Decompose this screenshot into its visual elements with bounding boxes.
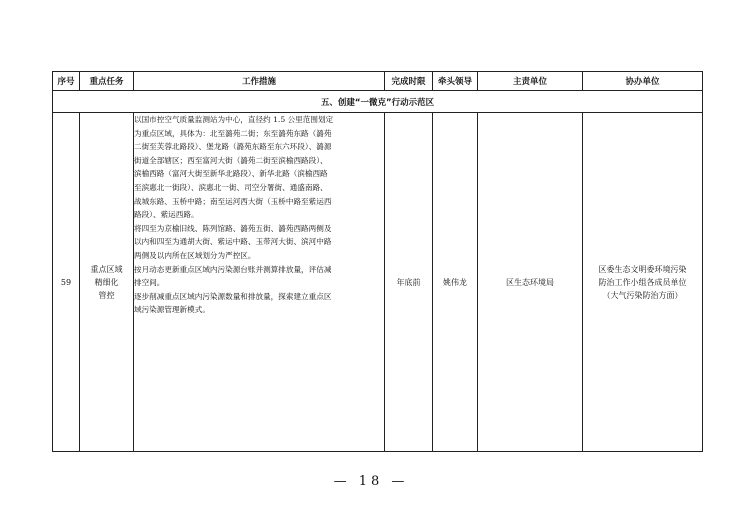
header-row: [53, 72, 703, 91]
page-number: — 18 —: [333, 474, 409, 489]
measure-line: 两侧及以内所在区域划分为严控区。: [134, 250, 256, 260]
task-line: 重点区域: [90, 264, 123, 274]
table-row: [53, 113, 703, 452]
measure-line: 至滨惠北一街段）、滨惠北一街、司空分署街、通盛南路、: [134, 182, 328, 192]
row-leader: 姚伟龙: [433, 113, 478, 452]
task-line: 精细化: [94, 277, 119, 287]
measure-line: 为重点区域，具体为：北至潞苑二街；东至潞苑东路（潞苑: [134, 128, 332, 138]
header-measures: 工作措施: [134, 72, 385, 91]
measure-line: 域污染源管理新模式。: [134, 305, 210, 315]
measure-line: 逐步削减重点区域内污染源数量和排放量，探索建立重点区: [134, 291, 332, 301]
section-row: [53, 91, 703, 113]
measure-line: 街道全部辖区；西至富河大街（潞苑二街至滨榆西路段）、: [134, 155, 328, 165]
measure-line: 二街至芙蓉北路段）、堡龙路（潞苑东路至东六环段）、潞源: [134, 142, 332, 152]
row-deadline: 年底前: [385, 113, 433, 452]
measure-line: 战城东路、玉桥中路；南至运河西大街（玉桥中路至紫运西: [134, 196, 332, 206]
measure-line: 排空间。: [134, 278, 165, 288]
measure-line: 按月动态更新重点区域内污染源台账并测算排放量，评估减: [134, 264, 332, 274]
row-seq: 59: [53, 113, 80, 452]
coop-line: 防治工作小组各成员单位: [598, 277, 687, 287]
header-coop-unit: 协办单位: [583, 72, 703, 91]
measure-line: 以内和四至为通胡大街、紫运中路、玉带河大街、滨河中路: [134, 237, 332, 247]
row-coop-unit: [583, 113, 703, 452]
row-measures: [134, 113, 385, 452]
measure-line: 滨榆西路（富河大街至新华北路段）、新华北路（滨榆西路: [134, 169, 328, 179]
measure-line: 将四至为京榆旧线、陈列馆路、潞苑五街、潞苑西路两侧及: [134, 223, 332, 233]
header-seq: 序号: [53, 72, 80, 91]
header-lead-unit: 主责单位: [478, 72, 583, 91]
header-leader: 牵头领导: [433, 72, 478, 91]
header-deadline: 完成时限: [385, 72, 433, 91]
section-title: 五、创建“一微克”行动示范区: [53, 91, 703, 113]
measure-line: 以国市控空气质量监测站为中心，直径约 1.5 公里范围划定: [134, 115, 334, 124]
task-line: 管控: [98, 290, 115, 300]
coop-line: 区委生态文明委环境污染: [598, 264, 687, 274]
row-task: [80, 113, 134, 452]
row-lead-unit: 区生态环境局: [478, 113, 583, 452]
measure-line: 路段）、紫运西路。: [134, 210, 199, 220]
task-table: [52, 71, 703, 452]
coop-line: （大气污染防治方面）: [602, 290, 683, 300]
header-task: 重点任务: [80, 72, 134, 91]
